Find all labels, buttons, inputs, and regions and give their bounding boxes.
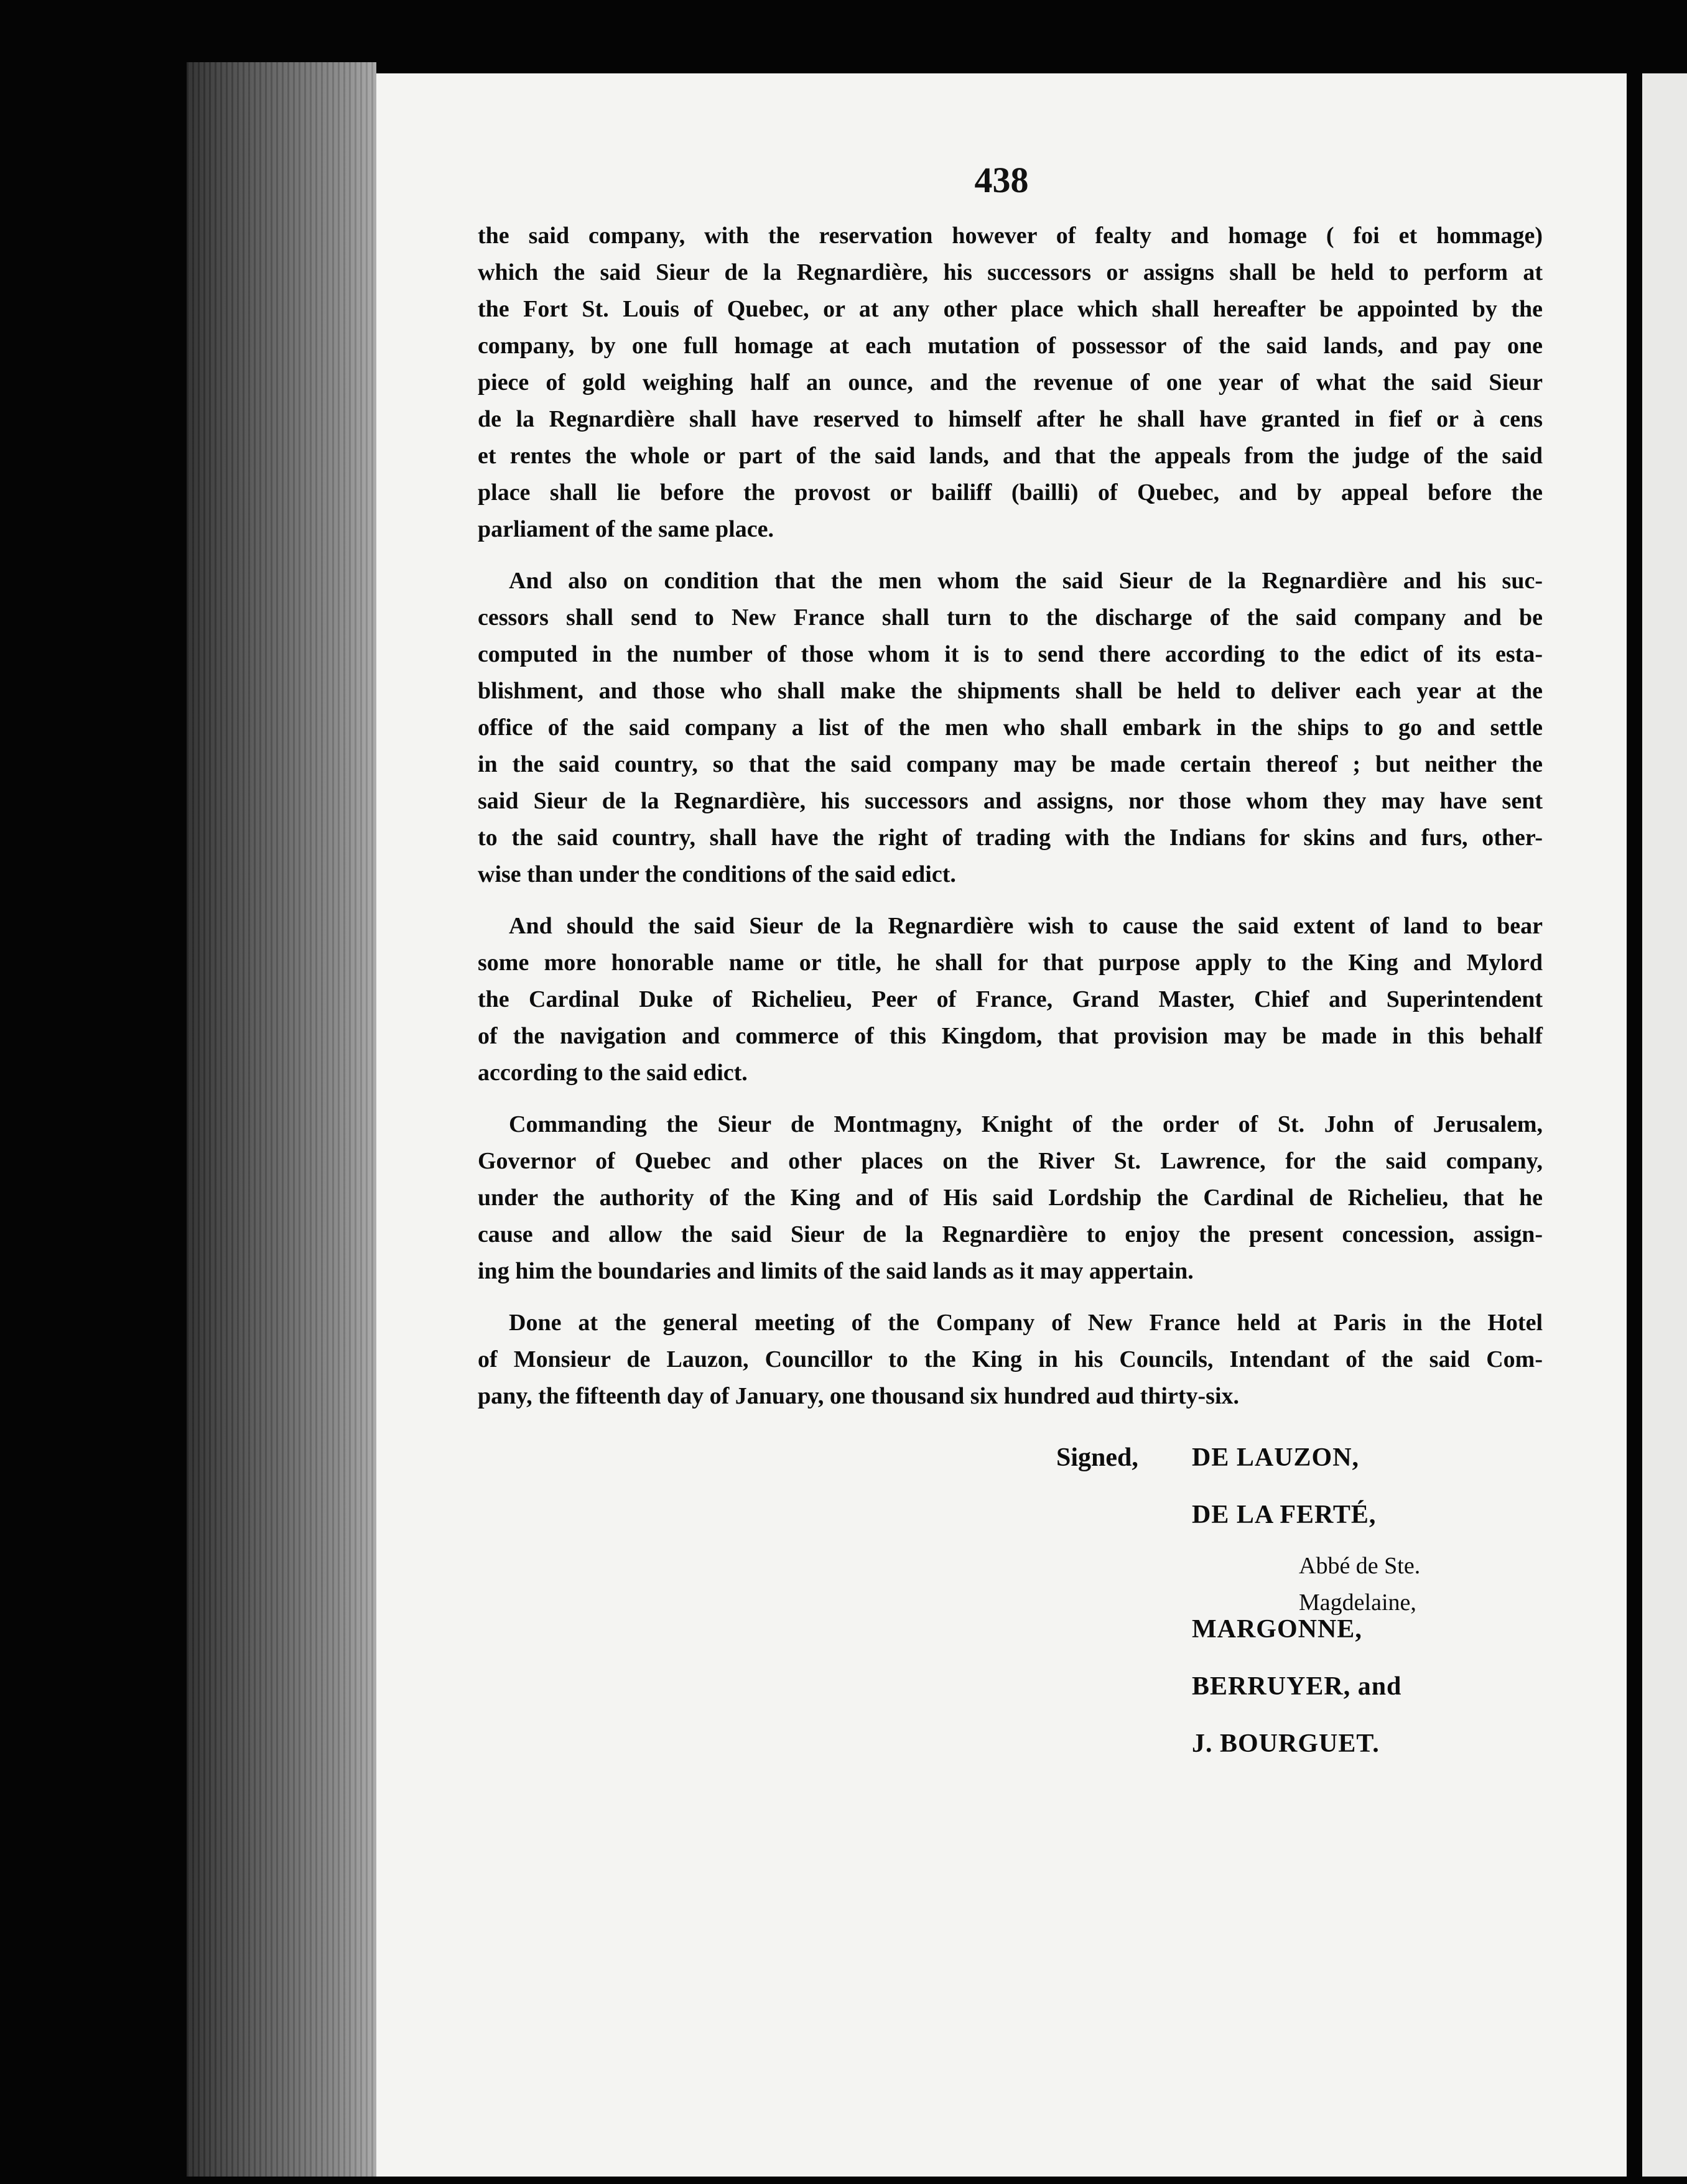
text-line: the Fort St. Louis of Quebec, or at any other place which shall hereafter be appointed by the [478, 296, 1543, 322]
text-line: cause and allow the said Sieur de la Regnardière to enjoy the present concession, assign- [478, 1221, 1543, 1247]
signatory-name: J. BOURGUET. [1192, 1729, 1380, 1758]
signature-block [478, 1440, 1543, 1783]
text-line: parliament of the same place. [478, 516, 774, 542]
text-line: computed in the number of those whom it is to send there according to the edict of its esta- [478, 641, 1543, 667]
text-line: under the authority of the King and of His said Lordship the Cardinal de Richelieu, that he [478, 1185, 1543, 1211]
paragraph [478, 218, 1543, 548]
text-line: Done at the general meeting of the Company of New France held at Paris in the Hotel [509, 1310, 1543, 1336]
text-line: to the said country, shall have the right of trading with the Indians for skins and furs, other- [478, 825, 1543, 851]
text-line: according to the said edict. [478, 1060, 748, 1086]
text-line: place shall lie before the provost or bailiff (bailli) of Quebec, and by appeal before the [478, 479, 1543, 506]
body-text [478, 218, 1543, 1783]
text-line: de la Regnardière shall have reserved to himself after he shall have granted in fief or à cens [478, 406, 1543, 432]
paragraph [478, 1106, 1543, 1290]
document-page [376, 73, 1627, 2177]
text-line: the said company, with the reservation however of fealty and homage ( foi et hommage) [478, 223, 1543, 249]
text-line: of Monsieur de Lauzon, Councillor to the King in his Councils, Intendant of the said Com- [478, 1346, 1543, 1372]
signatory-name: DE LAUZON, [1192, 1443, 1360, 1472]
text-line: said Sieur de la Regnardière, his successors and assigns, nor those whom they may have sent [478, 788, 1543, 814]
page-number: 438 [974, 160, 1029, 200]
text-line: piece of gold weighing half an ounce, and the revenue of one year of what the said Sieur [478, 369, 1543, 396]
signed-label: Signed, [1056, 1443, 1138, 1472]
text-line: in the said country, so that the said company may be made certain thereof ; but neither the [478, 751, 1543, 777]
paragraph [478, 1305, 1543, 1415]
text-line: pany, the fifteenth day of January, one thousand six hundred aud thirty-six. [478, 1383, 1239, 1409]
text-line: et rentes the whole or part of the said lands, and that the appeals from the judge of the said [478, 443, 1543, 469]
text-line: the Cardinal Duke of Richelieu, Peer of France, Grand Master, Chief and Superintendent [478, 986, 1543, 1012]
text-line: cessors shall send to New France shall turn to the discharge of the said company and be [478, 604, 1543, 631]
paragraph [478, 563, 1543, 893]
text-line: wise than under the conditions of the said edict. [478, 861, 956, 887]
signature-row [478, 1497, 1543, 1554]
text-line: And also on condition that the men whom the said Sieur de la Regnardière and his suc- [509, 568, 1543, 594]
text-line: blishment, and those who shall make the shipments shall be held to deliver each year at the [478, 678, 1543, 704]
paragraph [478, 908, 1543, 1091]
signatory-name: BERRUYER, and [1192, 1672, 1402, 1701]
signatory-name: DE LA FERTÉ, [1192, 1501, 1377, 1529]
text-line: Commanding the Sieur de Montmagny, Knight of the order of St. John of Jerusalem, [509, 1111, 1543, 1137]
signature-row [478, 1440, 1543, 1497]
signatory-name: MARGONNE, [1192, 1615, 1362, 1644]
text-line: which the said Sieur de la Regnardière, his successors or assigns shall be held to perform at [478, 259, 1543, 285]
text-line: office of the said company a list of the men who shall embark in the ships to go and settle [478, 715, 1543, 741]
text-line: of the navigation and commerce of this Kingdom, that provision may be made in this behalf [478, 1023, 1543, 1049]
signature-row [478, 1611, 1543, 1668]
signature-row [478, 1668, 1543, 1726]
next-page-edge [1642, 73, 1687, 2177]
text-line: And should the said Sieur de la Regnardière wish to cause the said extent of land to bear [509, 913, 1543, 939]
signatory-title: Abbé de Ste. Magdelaine, [1299, 1553, 1421, 1616]
signature-row [478, 1553, 1543, 1616]
text-line: Governor of Quebec and other places on the River St. Lawrence, for the said company, [478, 1148, 1543, 1174]
text-line: some more honorable name or title, he shall for that purpose apply to the King and Mylord [478, 950, 1543, 976]
signature-row [478, 1726, 1543, 1783]
text-line: company, by one full homage at each mutation of possessor of the said lands, and pay one [478, 333, 1543, 359]
text-line: ing him the boundaries and limits of the said lands as it may appertain. [478, 1258, 1194, 1284]
book-spine [187, 62, 376, 2177]
